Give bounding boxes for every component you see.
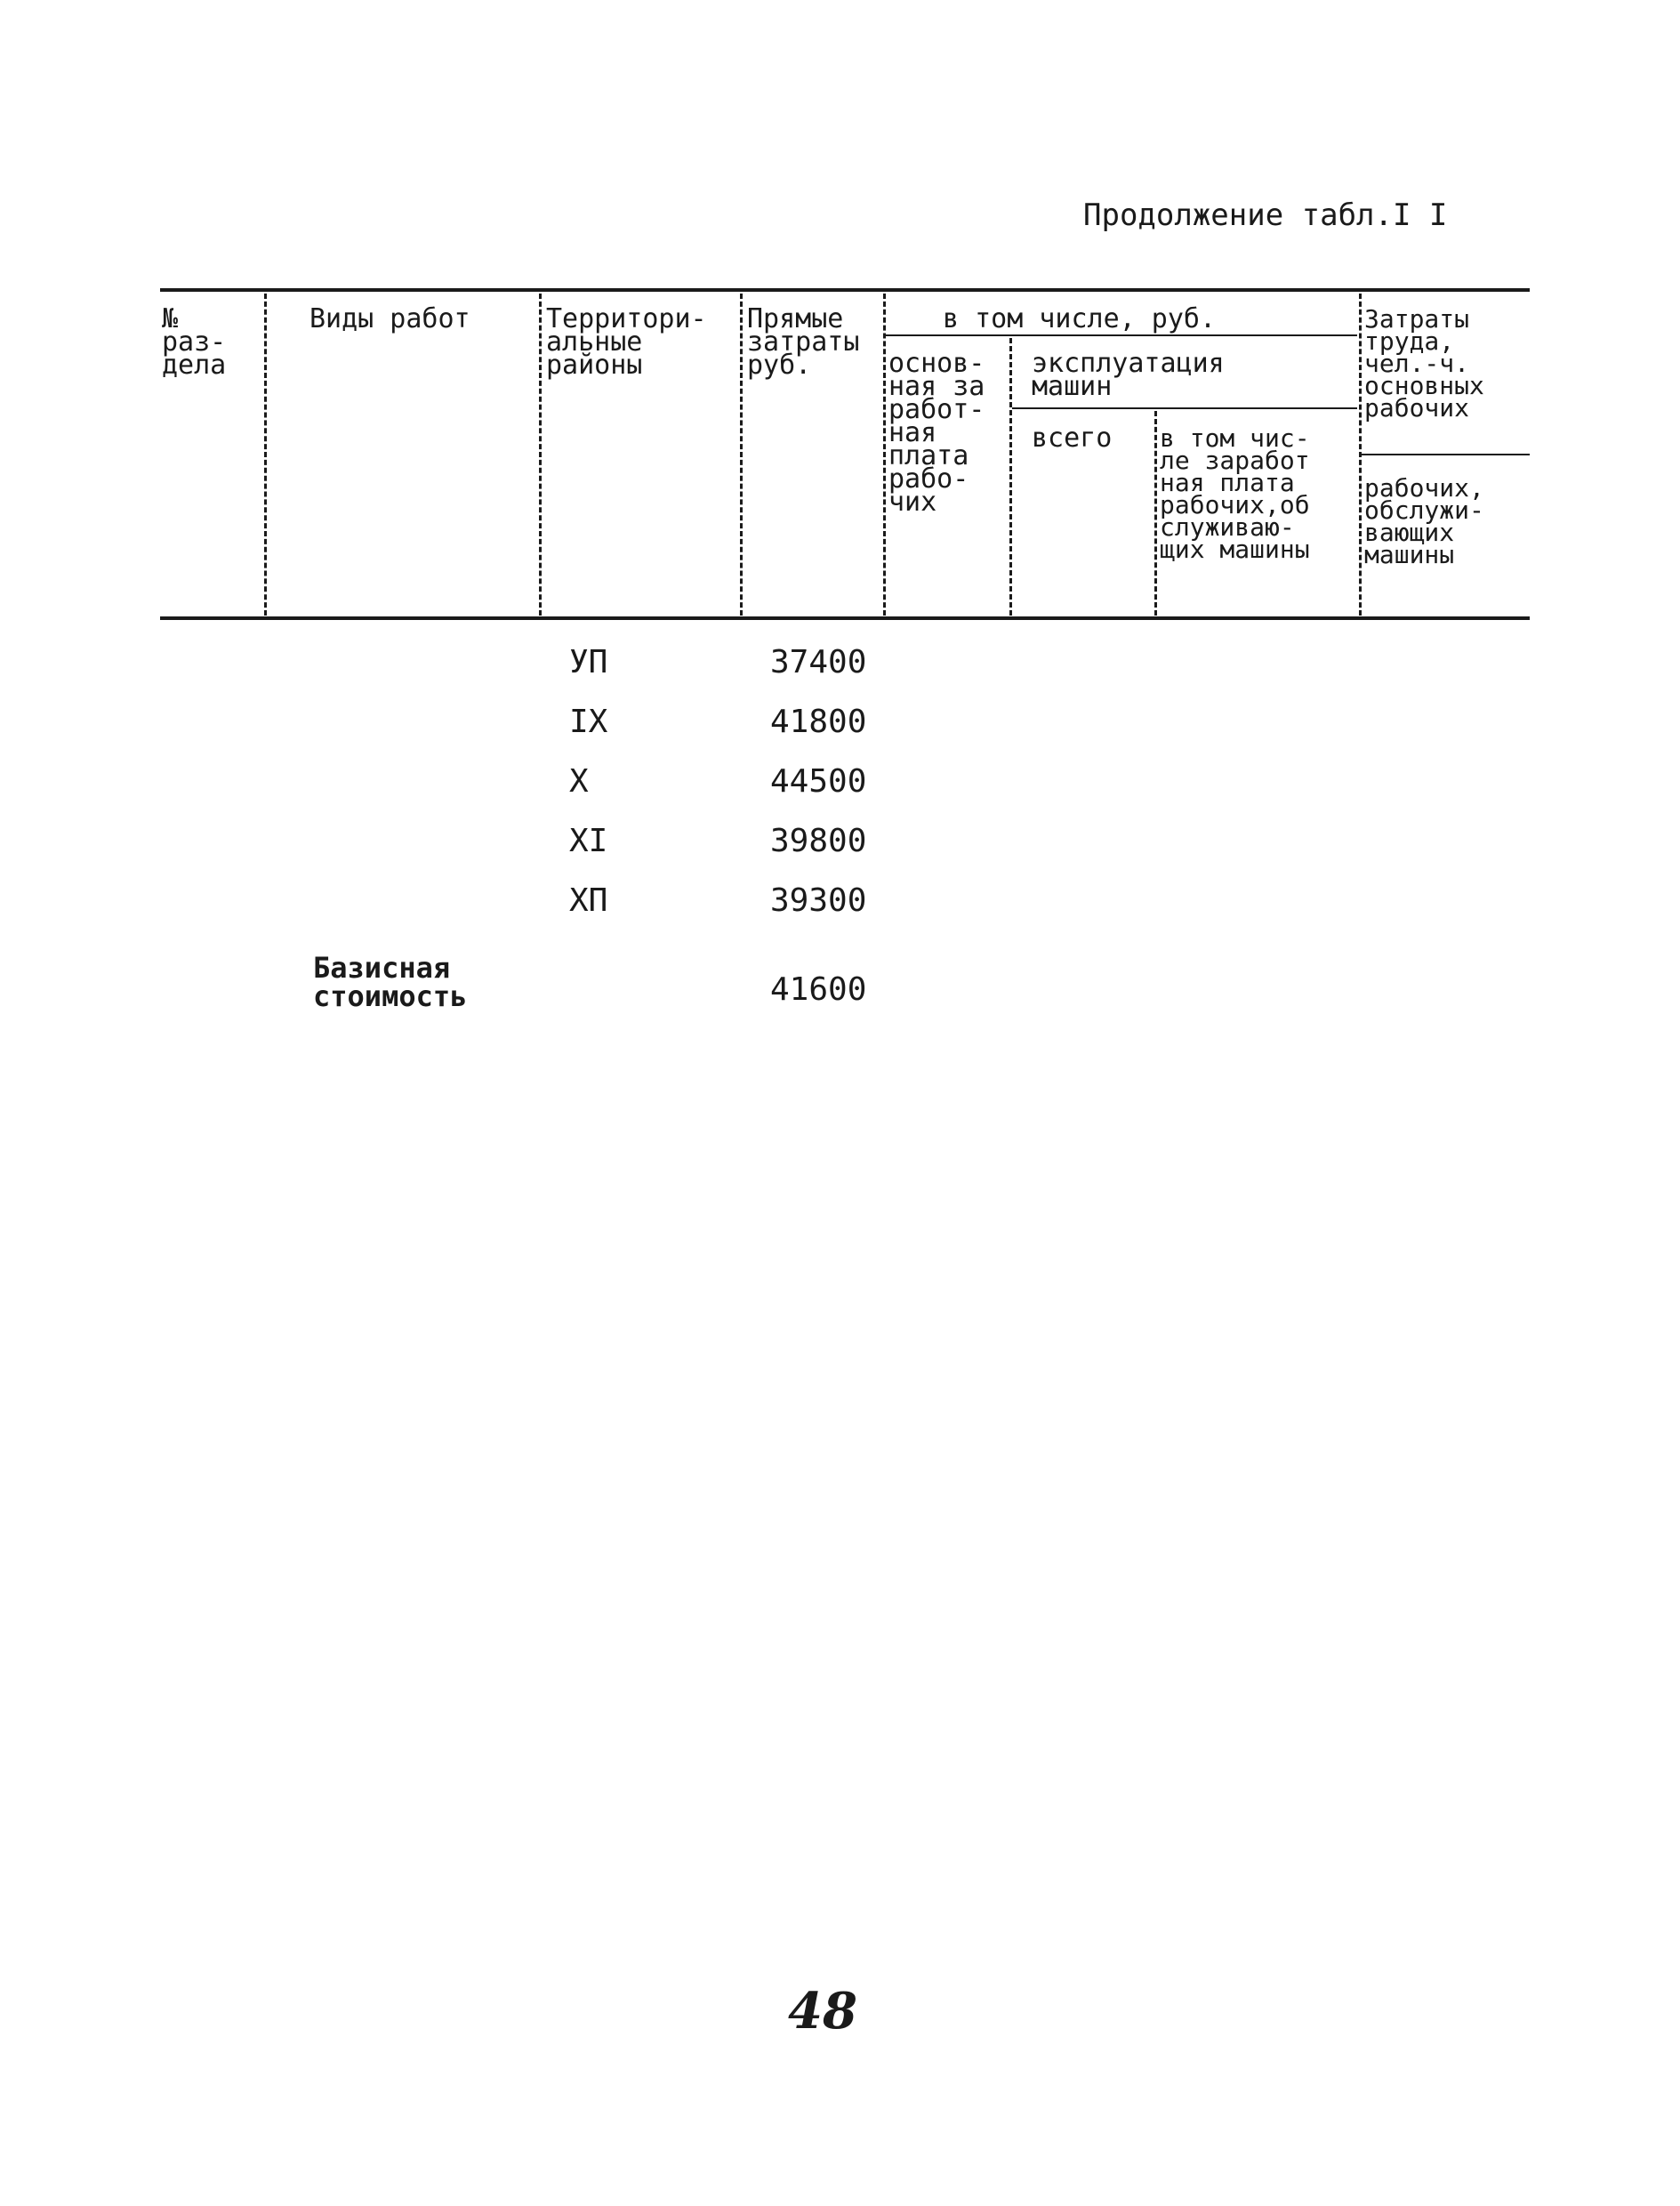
table-header-bottom-rule [160,616,1530,620]
column-header-section-no: № раз- дела [162,303,227,381]
table-row-direct-costs: 41800 [770,704,867,740]
labor-costs-rule [1362,454,1530,455]
column-divider [740,294,743,616]
column-header-machine-total: всего [1032,423,1113,454]
column-header-work-types: Виды работ [309,303,470,334]
column-divider [1154,411,1157,616]
column-header-machine-wages: в том чис- ле заработ ная плата рабочих,об служиваю- щих машины [1160,423,1310,564]
column-header-base-wage: основ- ная за работ- ная плата рабо- чих [888,348,985,518]
table-row-direct-costs: 44500 [770,763,867,800]
base-cost-label: Базисная стоимость [313,951,468,1013]
including-group-rule [886,334,1357,336]
table-row-region: УП [569,644,608,680]
table-row-direct-costs: 39300 [770,882,867,919]
machine-operation-rule [1012,407,1357,409]
column-header-machine-operation: эксплуатация машин [1032,348,1225,402]
base-cost-value: 41600 [770,971,867,1008]
page-number: 48 [788,1982,857,2041]
column-divider [1009,338,1012,616]
column-header-regions: Территори- альные районы [546,303,707,381]
table-row-direct-costs: 39800 [770,823,867,859]
column-header-direct-costs: Прямые затраты руб. [747,303,860,381]
column-divider [539,294,542,616]
table-top-rule [160,288,1530,292]
table-continuation-title: Продолжение табл.I I [1083,197,1448,233]
column-header-labor-costs: Затраты труда, чел.-ч. основных рабочих [1364,304,1484,423]
column-header-labor-service: рабочих, обслужи- вающих машины [1364,473,1484,569]
table-row-direct-costs: 37400 [770,644,867,680]
column-header-including-group: в том числе, руб. [943,303,1217,334]
table-row-region: IX [569,704,608,740]
table-row-region: X [569,763,589,800]
column-divider [264,294,267,616]
column-divider [883,294,886,616]
table-row-region: XП [569,882,608,919]
table-row-region: XI [569,823,608,859]
